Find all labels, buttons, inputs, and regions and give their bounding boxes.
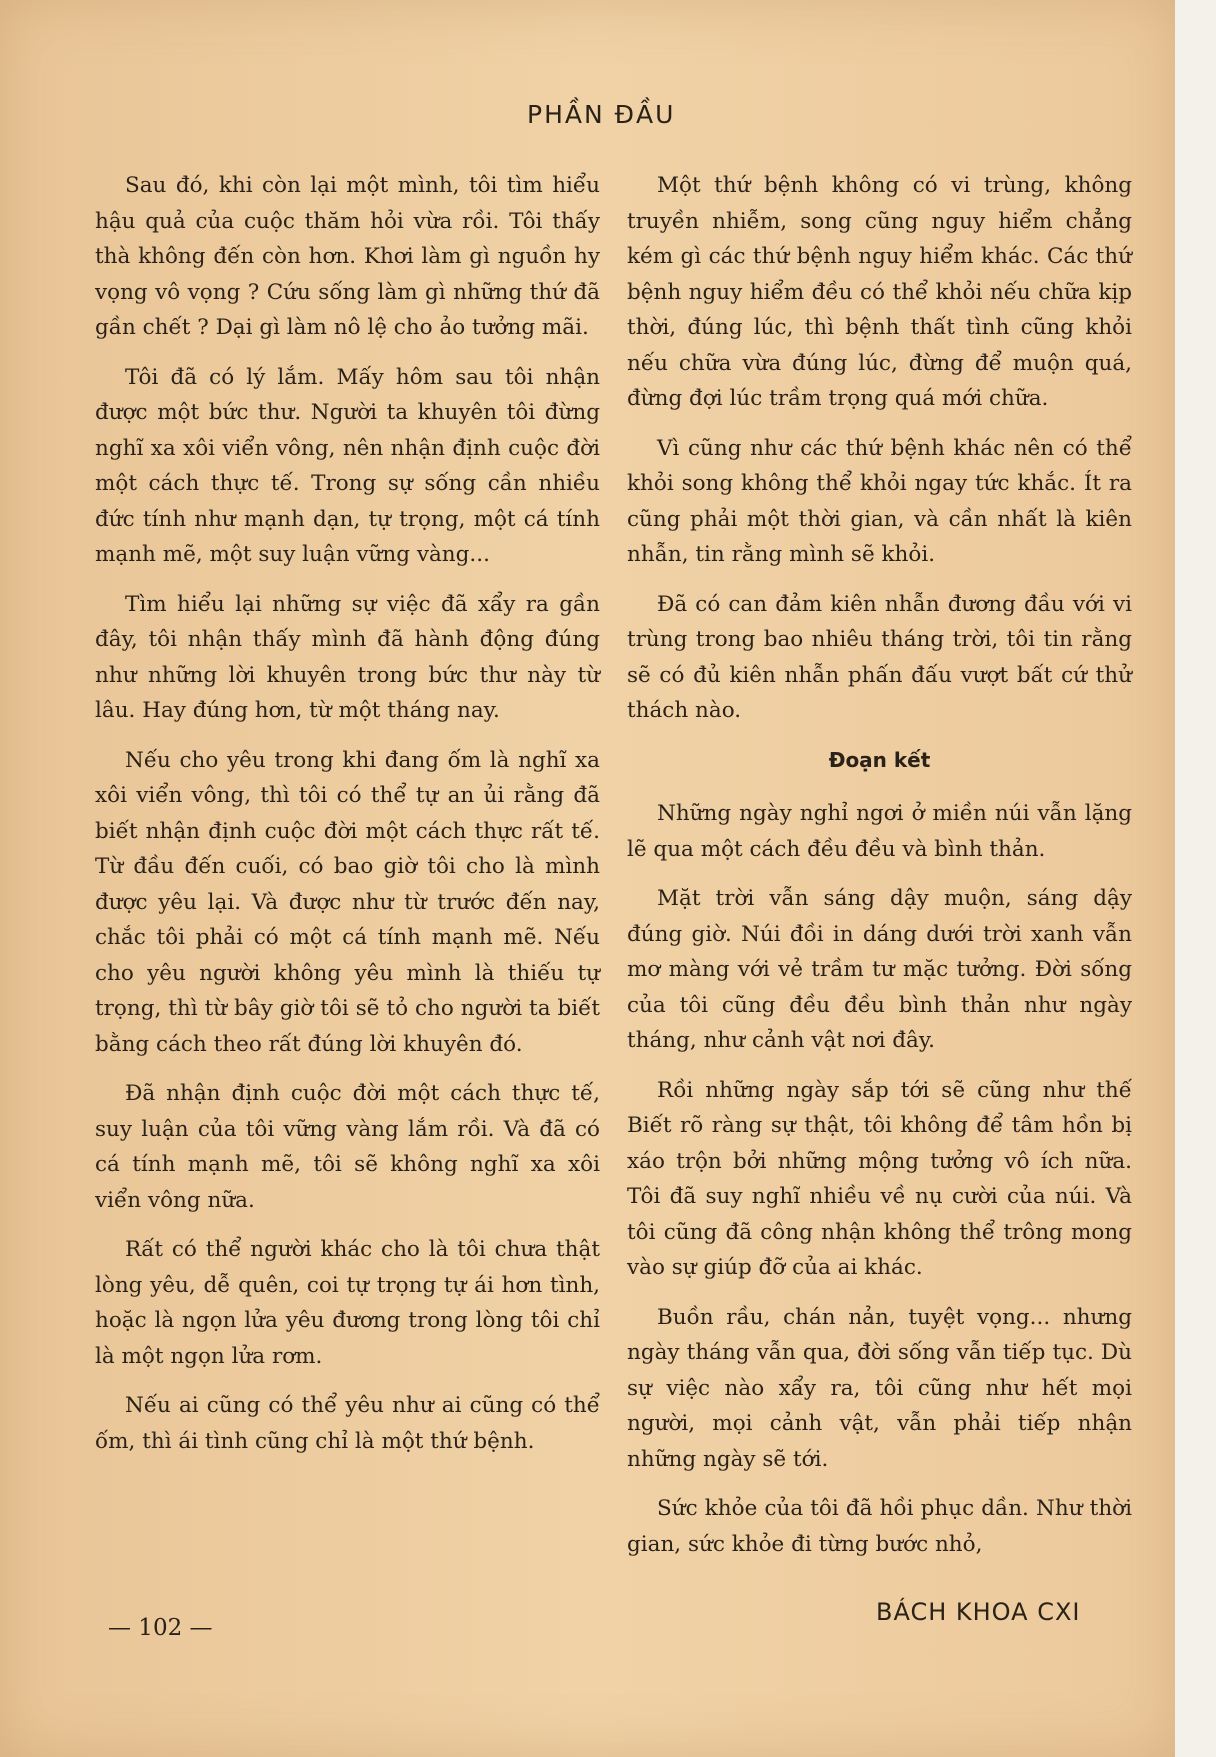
paragraph: Mặt trời vẫn sáng dậy muộn, sáng dậy đúng giờ. Núi đồi in dáng dưới trời xanh vẫn mơ màng với vẻ trầm tư mặc tưởng. Đời sống của tôi cũng đều đều bình thản như ngày tháng, như cảnh vật nơi đây.: [627, 886, 1132, 1053]
page-number: — 102 —: [108, 1615, 213, 1641]
paragraph: Tìm hiểu lại những sự việc đã xẩy ra gần đây, tôi nhận thấy mình đã hành động đúng như những lời khuyên trong bức thư này từ lâu. Hay đúng hơn, từ một tháng nay.: [95, 591, 600, 723]
left-column: [95, 168, 600, 1473]
scan-edge: [1175, 0, 1216, 1757]
paragraph: Đã có can đảm kiên nhẫn đương đầu với vi trùng trong bao nhiêu tháng trời, tôi tin rằng sẽ có đủ kiên nhẫn phấn đấu vượt bất cứ thử thách nào.: [627, 591, 1132, 723]
paragraph: Buồn rầu, chán nản, tuyệt vọng... nhưng ngày tháng vẫn qua, đời sống vẫn tiếp tục. Dù sự việc nào xẩy ra, tôi cũng như hết mọi người, mọi cảnh vật, vẫn phải tiếp nhận những ngày sẽ tới.: [627, 1304, 1132, 1472]
paragraph: Rồi những ngày sắp tới sẽ cũng như thế Biết rõ ràng sự thật, tôi không để tâm hồn bị xáo trộn bởi những mộng tưởng vô ích nữa. Tôi đã suy nghĩ nhiều về nụ cười của núi. Và tôi cũng đã công nhận không thể trông mong vào sự giúp đỡ của ai khác.: [627, 1077, 1132, 1280]
running-header: PHẦN ĐẦU: [527, 100, 676, 129]
paragraph: Một thứ bệnh không có vi trùng, không truyền nhiễm, song cũng nguy hiểm chẳng kém gì các thứ bệnh nguy hiểm khác. Các thứ bệnh nguy hiểm đều có thể khỏi nếu chữa kịp thời, đúng lúc, thì bệnh thất tình cũng khỏi nếu chữa vừa đúng lúc, đừng để muộn quá, đừng đợi lúc trầm trọng quá mới chữa.: [627, 173, 1132, 411]
paragraph: Những ngày nghỉ ngơi ở miền núi vẫn lặng lẽ qua một cách đều đều và bình thản.: [627, 801, 1132, 862]
right-column: [627, 168, 1132, 1576]
paragraph: Vì cũng như các thứ bệnh khác nên có thể khỏi song không thể khỏi ngay tức khắc. Ít ra cũng phải một thời gian, và cần nhất là kiên nhẫn, tin rằng mình sẽ khỏi.: [627, 435, 1132, 567]
publication-footer: BÁCH KHOA CXI: [876, 1598, 1081, 1626]
paragraph: Sức khỏe của tôi đã hồi phục dần. Như thời gian, sức khỏe đi từng bước nhỏ,: [627, 1496, 1132, 1557]
paragraph: Đã nhận định cuộc đời một cách thực tế, suy luận của tôi vững vàng lắm rồi. Và đã có cá tính mạnh mẽ, tôi sẽ không nghĩ xa xôi viển vông nữa.: [95, 1081, 600, 1213]
section-heading: Đoạn kết: [828, 747, 931, 772]
paragraph: Tôi đã có lý lắm. Mấy hôm sau tôi nhận được một bức thư. Người ta khuyên tôi đừng nghĩ xa xôi viển vông, nên nhận định cuộc đời một cách thực tế. Trong sự sống cần nhiều đức tính như mạnh dạn, tự trọng, một cá tính mạnh mẽ, một suy luận vững vàng...: [95, 364, 600, 567]
paragraph: Rất có thể người khác cho là tôi chưa thật lòng yêu, dễ quên, coi tự trọng tự ái hơn tình, hoặc là ngọn lửa yêu đương trong lòng tôi chỉ là một ngọn lửa rơm.: [95, 1237, 600, 1369]
paragraph: Nếu ai cũng có thể yêu như ai cũng có thể ốm, thì ái tình cũng chỉ là một thứ bệnh.: [95, 1393, 600, 1454]
paragraph: Nếu cho yêu trong khi đang ốm là nghĩ xa xôi viển vông, thì tôi có thể tự an ủi rằng đã biết nhận định cuộc đời một cách thực rất tế. Từ đầu đến cuối, có bao giờ tôi cho là mình được yêu lại. Và được như từ trước đến nay, chắc tôi phải có một cá tính mạnh mẽ. Nếu cho yêu người không yêu mình là thiếu tự trọng, thì từ bây giờ tôi sẽ tỏ cho người ta biết bằng cách theo rất đúng lời khuyên đó.: [95, 747, 600, 1057]
paragraph: Sau đó, khi còn lại một mình, tôi tìm hiểu hậu quả của cuộc thăm hỏi vừa rồi. Tôi thấy thà không đến còn hơn. Khơi làm gì nguồn hy vọng vô vọng ? Cứu sống làm gì những thứ đã gần chết ? Dại gì làm nô lệ cho ảo tưởng mãi.: [95, 173, 600, 340]
